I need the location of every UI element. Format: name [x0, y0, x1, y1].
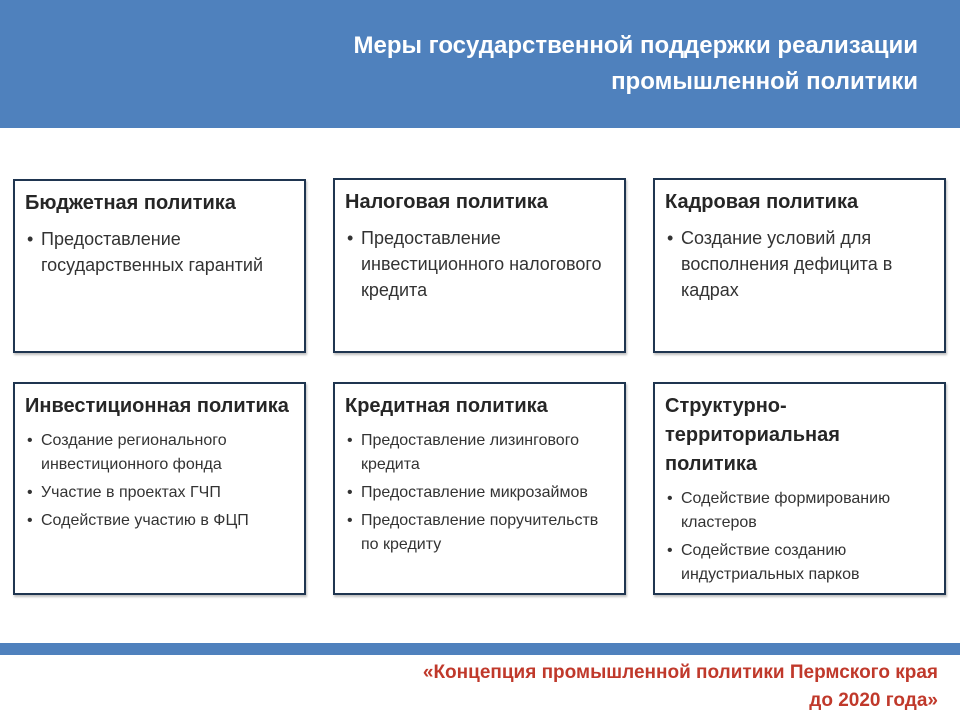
- card-list: [665, 487, 934, 587]
- card-investment-policy: [13, 382, 306, 595]
- card-list: [345, 225, 614, 303]
- card-tax-policy: [333, 178, 626, 353]
- card-title: Кадровая политика: [665, 191, 859, 213]
- card-structural-territorial-policy: [653, 382, 946, 595]
- card-list: [25, 226, 294, 278]
- source-caption: [238, 659, 938, 715]
- page-title: [218, 28, 918, 100]
- list-item: • Создание условий для восполнения дефицита в кадрах: [665, 225, 934, 303]
- card-title: Структурно-территориальная политика: [665, 395, 840, 475]
- card-title: Бюджетная политика: [25, 192, 236, 214]
- list-item: • Предоставление инвестиционного налогового кредита: [345, 225, 614, 303]
- footer-band: [0, 643, 960, 655]
- card-budget-policy: [13, 179, 306, 353]
- list-item: • Содействие участию в ФЦП: [25, 509, 294, 533]
- source-caption-line2: до 2020 года»: [809, 690, 938, 711]
- card-credit-policy: [333, 382, 626, 595]
- card-list: [25, 429, 294, 533]
- card-title: Кредитная политика: [345, 395, 548, 417]
- page-title-line2: промышленной политики: [611, 68, 918, 95]
- list-item: • Предоставление микрозаймов: [345, 481, 614, 505]
- list-item: • Предоставление поручительств по кредиту: [345, 509, 614, 557]
- list-item: • Предоставление лизингового кредита: [345, 429, 614, 477]
- card-title: Налоговая политика: [345, 191, 548, 213]
- card-title: Инвестиционная политика: [25, 395, 289, 417]
- list-item: • Участие в проектах ГЧП: [25, 481, 294, 505]
- header-banner: [0, 0, 960, 128]
- list-item: • Содействие созданию индустриальных парков: [665, 539, 934, 587]
- list-item: • Содействие формированию кластеров: [665, 487, 934, 535]
- card-list: [665, 225, 934, 303]
- source-caption-line1: «Концепция промышленной политики Пермского края: [422, 662, 938, 683]
- list-item: • Создание регионального инвестиционного фонда: [25, 429, 294, 477]
- page-title-line1: Меры государственной поддержки реализации: [353, 32, 918, 59]
- card-personnel-policy: [653, 178, 946, 353]
- list-item: • Предоставление государственных гарантий: [25, 226, 294, 278]
- card-list: [345, 429, 614, 557]
